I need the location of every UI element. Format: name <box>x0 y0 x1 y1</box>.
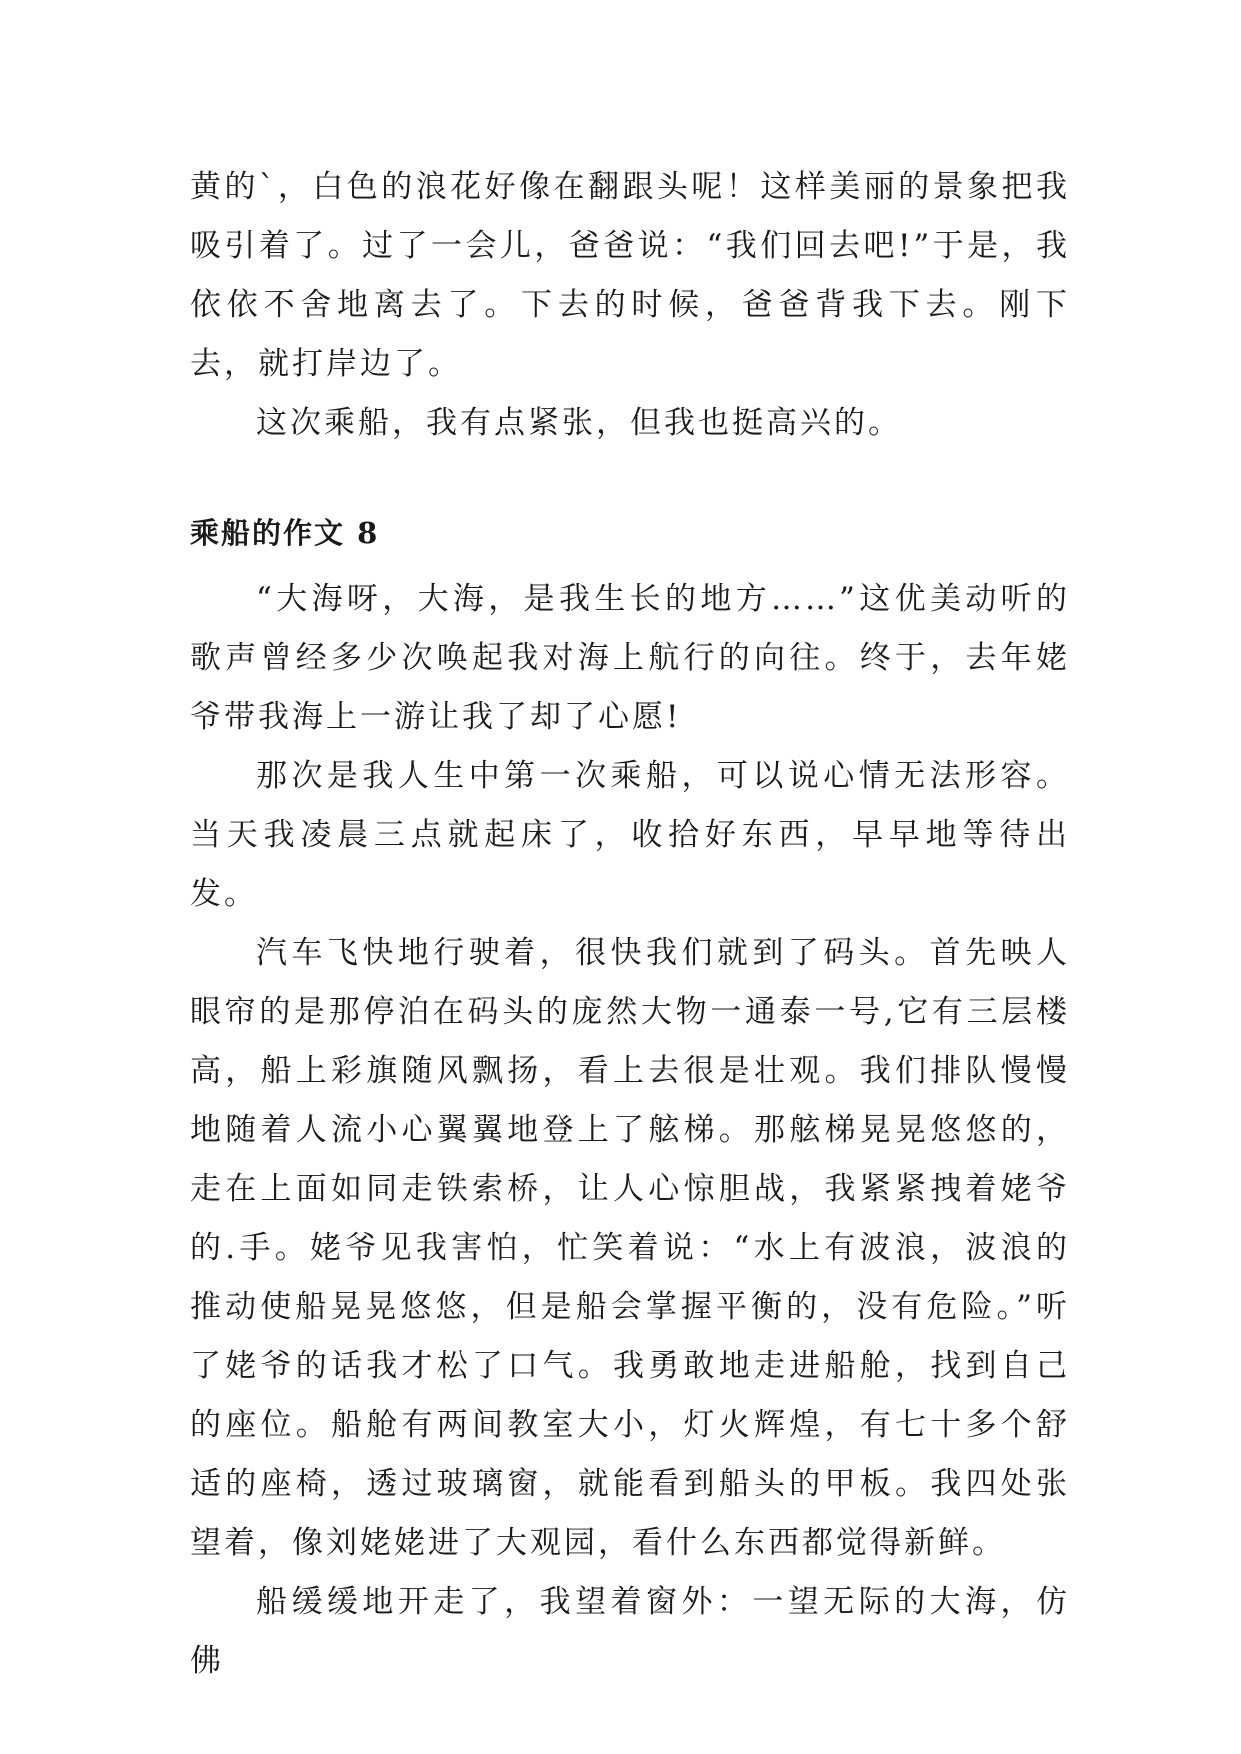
intro-text <box>190 158 1070 453</box>
paragraph: 黄的`，白色的浪花好像在翻跟头呢！这样美丽的景象把我吸引着了。过了一会儿，爸爸说：“我们回去吧!”于是，我依依不舍地离去了。下去的时候，爸爸背我下去。刚下去，就打岸边了。 <box>190 169 1070 382</box>
section-title: 乘船的作文 8 <box>190 516 380 550</box>
paragraph: “大海呀，大海，是我生长的地方……”这优美动听的歌声曾经多少次唤起我对海上航行的向往。终于，去年姥爷带我海上一游让我了却了心愿! <box>190 581 1070 735</box>
section-text <box>190 570 1070 1691</box>
paragraph: 船缓缓地开走了，我望着窗外：一望无际的大海，仿佛 <box>190 1584 1070 1679</box>
paragraph: 汽车飞快地行驶着，很快我们就到了码头。首先映人眼帘的是那停泊在码头的庞然大物一通泰一号,它有三层楼高，船上彩旗随风飘扬，看上去很是壮观。我们排队慢慢地随着人流小心翼翼地登上了舷梯。那舷梯晃晃悠悠的，走在上面如同走铁索桥，让人心惊胆战，我紧紧拽着姥爷的.手。姥爷见我害怕，忙笑着说：“水上有波浪，波浪的推动使船晃晃悠悠，但是船会掌握平衡的，没有危险。”听了姥爷的话我才松了口气。我勇敢地走进船舱，找到自己的座位。船舱有两间教室大小，灯火辉煌，有七十多个舒适的座椅，透过玻璃窗，就能看到船头的甲板。我四处张望着，像刘姥姥进了大观园，看什么东西都觉得新鲜。 <box>190 935 1070 1561</box>
paragraph: 那次是我人生中第一次乘船，可以说心情无法形容。当天我凌晨三点就起床了，收拾好东西，早早地等待出发。 <box>190 758 1070 912</box>
paragraph: 这次乘船，我有点紧张，但我也挺高兴的。 <box>256 405 902 441</box>
